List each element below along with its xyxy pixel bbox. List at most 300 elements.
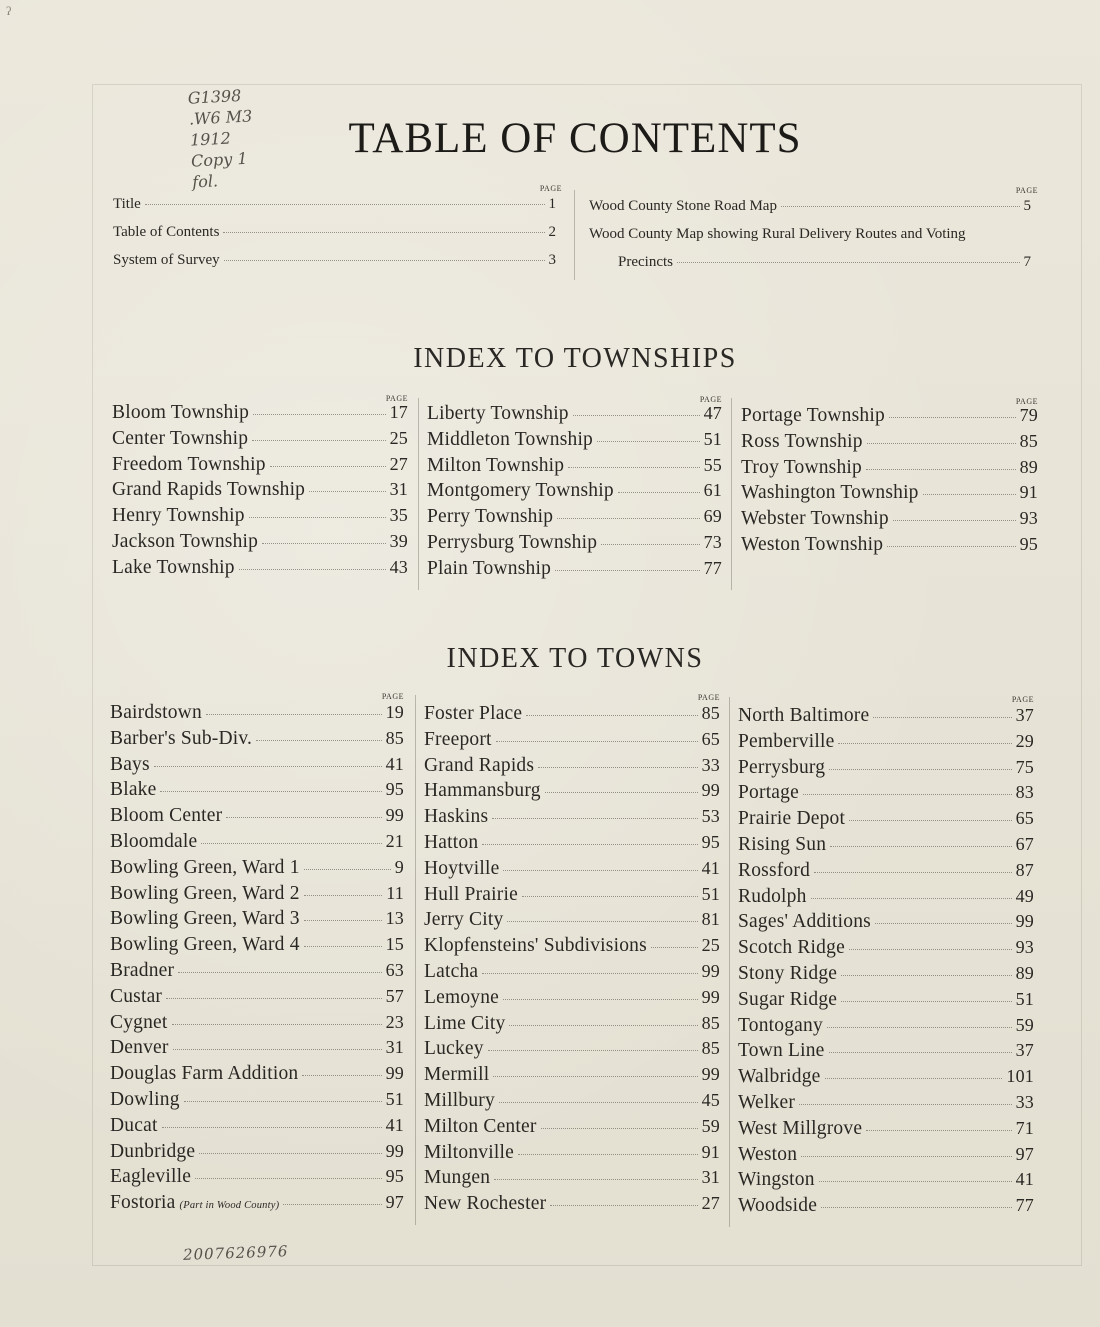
page-number: 45 <box>701 1090 720 1110</box>
column-divider <box>415 695 416 1225</box>
entry-name: Plain Township <box>427 557 552 579</box>
page-number: 43 <box>389 556 408 577</box>
index-entry <box>424 1116 720 1138</box>
call-number-line: .W6 M3 <box>188 106 253 129</box>
index-entry <box>110 1012 404 1034</box>
dot-leader <box>841 975 1011 976</box>
dot-leader <box>518 1154 698 1155</box>
dot-leader <box>270 466 386 467</box>
entry-name: Portage <box>738 782 799 804</box>
page-column-header: PAGE <box>697 693 720 702</box>
entry-name: Mungen <box>424 1167 491 1189</box>
dot-leader <box>866 1130 1011 1131</box>
index-entry <box>110 1115 404 1137</box>
page-number: 99 <box>385 1063 404 1084</box>
page-number: 71 <box>1015 1117 1034 1138</box>
entry-name: Wood County Stone Road Map <box>589 198 777 214</box>
page-number: 95 <box>385 1166 404 1187</box>
index-entry <box>110 1089 404 1111</box>
entry-name: Millbury <box>424 1090 495 1111</box>
entry-name: Bowling Green, Ward 3 <box>110 908 300 930</box>
page-number: 99 <box>701 986 720 1007</box>
index-entry <box>738 757 1034 779</box>
page-number: 49 <box>1015 885 1034 906</box>
page-number: 65 <box>701 728 720 749</box>
index-entry <box>741 405 1038 427</box>
entry-name: Perry Township <box>427 506 554 528</box>
page-number: 31 <box>701 1167 720 1188</box>
dot-leader <box>256 740 381 741</box>
index-entry <box>110 908 404 930</box>
entry-name: Washington Township <box>741 482 919 504</box>
entry-note: (Part in Wood County) <box>179 1200 280 1212</box>
dot-leader <box>178 972 381 973</box>
page-number: 99 <box>701 1064 720 1085</box>
dot-leader <box>803 794 1012 795</box>
dot-leader <box>173 1049 382 1050</box>
page-number: 7 <box>1023 254 1031 270</box>
dot-leader <box>801 1156 1011 1157</box>
corner-mark: ʔ <box>6 4 12 18</box>
entry-name: Precincts <box>618 254 673 270</box>
index-entry <box>741 457 1038 479</box>
page-column-header: PAGE <box>1015 186 1038 195</box>
index-entry <box>110 934 404 956</box>
page-number: 91 <box>701 1141 720 1162</box>
entry-name: Jerry City <box>424 909 504 931</box>
dot-leader <box>223 232 544 233</box>
column-divider <box>574 190 575 280</box>
index-entry <box>110 754 404 776</box>
dot-leader <box>302 1075 381 1076</box>
index-entry <box>738 911 1034 933</box>
index-entry <box>738 1169 1034 1191</box>
dot-leader <box>893 520 1016 521</box>
page-number: 31 <box>389 479 408 500</box>
dot-leader <box>496 741 698 742</box>
dot-leader <box>597 441 700 442</box>
dot-leader <box>550 1205 697 1206</box>
dot-leader <box>838 743 1011 744</box>
entry-name: Bloomdale <box>110 831 198 852</box>
dot-leader <box>873 717 1011 718</box>
index-entry <box>110 883 404 905</box>
page-number: 25 <box>701 935 720 956</box>
page-number: 59 <box>701 1115 720 1136</box>
page-number: 99 <box>385 805 404 826</box>
dot-leader <box>509 1025 697 1026</box>
dot-leader <box>172 1024 382 1025</box>
entry-name: Bays <box>110 753 150 775</box>
entry-name: Bowling Green, Ward 1 <box>110 856 300 878</box>
index-entry <box>112 505 408 527</box>
entry-name: New Rochester <box>424 1193 547 1215</box>
dot-leader <box>166 998 381 999</box>
entry-name: Hatton <box>424 832 479 853</box>
entry-name: Welker <box>738 1092 796 1113</box>
page-number: 85 <box>701 703 720 723</box>
dot-leader <box>830 846 1011 847</box>
page-number: 25 <box>389 427 408 448</box>
call-number-line: Copy 1 <box>190 148 248 171</box>
page-column-header: PAGE <box>699 395 722 404</box>
page-number: 73 <box>703 532 722 552</box>
entry-name: Bloom Township <box>112 402 250 423</box>
dot-leader <box>526 715 697 716</box>
page-number: 101 <box>1006 1066 1034 1087</box>
dot-leader <box>799 1104 1012 1105</box>
index-entry <box>424 832 720 854</box>
page-number: 13 <box>385 908 404 929</box>
entry-name: Ross Township <box>741 430 863 452</box>
dot-leader <box>867 443 1016 444</box>
dot-leader <box>875 923 1012 924</box>
dot-leader <box>309 491 385 492</box>
handwritten-accession-number: 2007626976 <box>182 1242 289 1264</box>
index-entry <box>738 860 1034 882</box>
dot-leader <box>195 1178 382 1179</box>
index-entry <box>427 429 722 451</box>
dot-leader <box>849 949 1012 950</box>
entry-name: Rudolph <box>738 885 807 907</box>
index-entry <box>110 857 404 879</box>
page-number: 85 <box>1019 430 1038 451</box>
dot-leader <box>160 791 381 792</box>
entry-name: Middleton Township <box>427 428 594 450</box>
call-number-line: fol. <box>191 171 219 192</box>
entry-name: Milton Center <box>424 1115 537 1137</box>
entry-name: Blake <box>110 779 157 801</box>
page-number: 53 <box>701 806 720 827</box>
dot-leader <box>503 999 698 1000</box>
page-number: 3 <box>548 252 556 268</box>
entry-name: Pemberville <box>738 730 835 752</box>
dot-leader <box>829 1052 1012 1053</box>
entry-name: Perrysburg Township <box>427 532 598 553</box>
entry-name: Sages' Additions <box>738 911 871 933</box>
page-column-header: PAGE <box>1015 397 1038 406</box>
index-entry <box>113 224 556 241</box>
page-number: 91 <box>1019 482 1038 503</box>
dot-leader <box>827 1027 1012 1028</box>
index-entry <box>427 403 722 425</box>
dot-leader <box>482 844 697 845</box>
index-entry <box>110 702 404 724</box>
entry-name: Woodside <box>738 1195 818 1217</box>
entry-name: Haskins <box>424 806 489 828</box>
page-number: 63 <box>385 960 404 980</box>
entry-name: Miltonville <box>424 1141 514 1163</box>
index-entry <box>424 858 720 880</box>
page-number: 17 <box>389 402 408 422</box>
index-entry <box>424 1064 720 1086</box>
index-entry <box>738 1144 1034 1166</box>
entry-name: Table of Contents <box>113 224 220 240</box>
dot-leader <box>154 766 382 767</box>
entry-name: Walbridge <box>738 1066 821 1088</box>
dot-leader <box>814 872 1012 873</box>
index-entry <box>738 1195 1034 1217</box>
index-entry <box>427 532 722 554</box>
index-entry <box>110 1192 404 1214</box>
entry-name: Latcha <box>424 961 479 982</box>
index-entry <box>110 1166 404 1188</box>
dot-leader <box>224 260 545 261</box>
page-number: 15 <box>385 934 404 955</box>
dot-leader <box>568 467 699 468</box>
dot-leader <box>811 898 1012 899</box>
column-divider <box>729 697 730 1227</box>
page-title: TABLE OF CONTENTS <box>348 115 802 162</box>
entry-name: Foster Place <box>424 703 523 724</box>
page-number: 57 <box>385 985 404 1006</box>
page-number: 59 <box>1015 1014 1034 1035</box>
page-number: 85 <box>385 727 404 748</box>
dot-leader <box>493 1076 697 1077</box>
page-number: 83 <box>1015 782 1034 803</box>
index-entry <box>738 834 1034 856</box>
page-number: 1 <box>548 196 556 212</box>
page-number: 97 <box>1015 1143 1034 1164</box>
dot-leader <box>253 414 386 415</box>
index-entry <box>112 479 408 501</box>
dot-leader <box>482 973 697 974</box>
page-number: 77 <box>703 557 722 578</box>
entry-name: Wood County Map showing Rural Delivery Routes and Voting <box>589 226 966 242</box>
entry-name: Hammansburg <box>424 780 541 802</box>
entry-name: Grand Rapids Township <box>112 479 306 501</box>
index-entry <box>424 1038 720 1060</box>
index-entry <box>110 986 404 1008</box>
page-number: 93 <box>1015 937 1034 958</box>
index-entry <box>424 909 720 931</box>
index-entry <box>738 705 1034 727</box>
page-number: 95 <box>701 832 720 852</box>
index-entry <box>589 198 1031 215</box>
entry-name: Klopfensteins' Subdivisions <box>424 935 647 957</box>
dot-leader <box>825 1078 1003 1079</box>
index-entry <box>427 506 722 528</box>
entry-name: Eagleville <box>110 1166 192 1188</box>
dot-leader <box>781 206 1020 207</box>
index-entry <box>424 1013 720 1035</box>
entry-name: Portage Township <box>741 405 885 426</box>
entry-name: Bloom Center <box>110 805 223 827</box>
page-number: 51 <box>703 428 722 449</box>
call-number-line: G1398 <box>187 85 242 108</box>
page-number: 33 <box>701 754 720 775</box>
entry-name: Freeport <box>424 728 492 750</box>
dot-leader <box>162 1127 382 1128</box>
dot-leader <box>488 1050 698 1051</box>
page-column-header: PAGE <box>381 692 404 701</box>
dot-leader <box>252 440 385 441</box>
index-entry <box>738 989 1034 1011</box>
page-number: 75 <box>1015 756 1034 777</box>
page-number: 41 <box>385 1114 404 1135</box>
entry-name: Bradner <box>110 960 175 981</box>
index-entry <box>110 960 404 982</box>
page-number: 99 <box>385 1140 404 1161</box>
dot-leader <box>618 492 700 493</box>
page-number: 27 <box>701 1193 720 1214</box>
index-entry <box>424 1142 720 1164</box>
index-entry <box>738 808 1034 830</box>
page-number: 97 <box>385 1192 404 1213</box>
entry-name: West Millgrove <box>738 1117 863 1139</box>
entry-name: North Baltimore <box>738 705 870 726</box>
entry-name: Rising Sun <box>738 834 827 855</box>
index-entry <box>110 1063 404 1085</box>
index-entry <box>741 482 1038 504</box>
index-entry <box>112 557 408 579</box>
dot-leader <box>239 569 386 570</box>
index-entry <box>738 731 1034 753</box>
dot-leader <box>199 1153 381 1154</box>
entry-name: Grand Rapids <box>424 754 535 776</box>
page-number: 41 <box>385 753 404 774</box>
index-entry <box>113 252 556 269</box>
dot-leader <box>304 920 382 921</box>
page-number: 5 <box>1023 198 1031 214</box>
page-number: 99 <box>701 961 720 981</box>
page-number: 55 <box>703 454 722 475</box>
page-number: 2 <box>548 224 556 240</box>
entry-name: Dunbridge <box>110 1140 196 1162</box>
page-number: 95 <box>385 779 404 800</box>
page-number: 89 <box>1015 963 1034 983</box>
index-entry <box>741 508 1038 530</box>
index-entry <box>112 428 408 450</box>
page-number: 51 <box>385 1089 404 1109</box>
townships-heading: INDEX TO TOWNSHIPS <box>413 343 737 374</box>
entry-name: Bairdstown <box>110 702 202 723</box>
entry-name: Stony Ridge <box>738 963 838 984</box>
index-entry <box>424 1167 720 1189</box>
dot-leader <box>541 1128 698 1129</box>
entry-name: Barber's Sub-Div. <box>110 727 253 749</box>
index-entry <box>589 226 1031 243</box>
dot-leader <box>283 1204 381 1205</box>
page-number: 79 <box>1019 405 1038 425</box>
index-entry <box>427 455 722 477</box>
dot-leader <box>304 869 391 870</box>
dot-leader <box>849 820 1011 821</box>
page-number: 69 <box>703 506 722 527</box>
entry-name: Title <box>113 196 141 212</box>
index-entry <box>738 1118 1034 1140</box>
entry-name: Prairie Depot <box>738 808 846 830</box>
index-entry <box>589 254 1031 271</box>
dot-leader <box>499 1102 698 1103</box>
entry-name: Ducat <box>110 1114 158 1136</box>
entry-name: Montgomery Township <box>427 480 614 502</box>
index-entry <box>424 755 720 777</box>
index-entry <box>110 805 404 827</box>
page-number: 51 <box>1015 988 1034 1009</box>
entry-name: Webster Township <box>741 508 889 530</box>
entry-name: Bowling Green, Ward 2 <box>110 882 300 904</box>
entry-name: System of Survey <box>113 252 220 268</box>
index-entry <box>110 1037 404 1059</box>
entry-name: Hull Prairie <box>424 883 518 905</box>
entry-name: Center Township <box>112 427 249 449</box>
index-entry <box>738 963 1034 985</box>
index-entry <box>110 831 404 853</box>
dot-leader <box>889 417 1016 418</box>
index-entry <box>424 806 720 828</box>
index-entry <box>110 779 404 801</box>
dot-leader <box>821 1207 1011 1208</box>
entry-name: Lake Township <box>112 556 235 578</box>
dot-leader <box>677 262 1020 263</box>
index-entry <box>424 884 720 906</box>
column-divider <box>731 398 732 590</box>
entry-name: Liberty Township <box>427 403 569 424</box>
index-entry <box>424 1193 720 1215</box>
index-entry <box>112 531 408 553</box>
page-number: 99 <box>701 780 720 801</box>
index-entry <box>110 1141 404 1163</box>
page-column-header: PAGE <box>1011 695 1034 704</box>
page-number: 51 <box>701 883 720 904</box>
entry-name: Sugar Ridge <box>738 988 838 1010</box>
index-entry <box>738 782 1034 804</box>
entry-name: Weston Township <box>741 534 884 555</box>
page-number: 35 <box>389 505 408 526</box>
dot-leader <box>492 818 697 819</box>
entry-name: Perrysburg <box>738 756 826 778</box>
entry-name: Henry Township <box>112 505 245 527</box>
dot-leader <box>555 570 700 571</box>
page-number: 87 <box>1015 859 1034 880</box>
dot-leader <box>201 843 381 844</box>
page-number: 41 <box>701 857 720 878</box>
dot-leader <box>819 1181 1012 1182</box>
entry-name: Troy Township <box>741 456 862 478</box>
index-entry <box>424 987 720 1009</box>
page-number: 29 <box>1015 730 1034 751</box>
column-divider <box>418 398 419 590</box>
entry-name: Hoytville <box>424 857 500 879</box>
dot-leader <box>262 543 385 544</box>
page-number: 77 <box>1015 1195 1034 1216</box>
page-number: 33 <box>1015 1092 1034 1112</box>
dot-leader <box>503 870 697 871</box>
dot-leader <box>494 1179 697 1180</box>
index-entry <box>738 1015 1034 1037</box>
page-number: 9 <box>394 856 404 877</box>
index-entry <box>427 558 722 580</box>
page-number: 47 <box>703 403 722 423</box>
index-entry <box>112 402 408 424</box>
index-entry <box>112 454 408 476</box>
page-number: 61 <box>703 480 722 501</box>
entry-name: Bowling Green, Ward 4 <box>110 934 300 956</box>
page-number: 39 <box>389 531 408 551</box>
entry-name: Dowling <box>110 1089 180 1110</box>
index-entry <box>424 961 720 983</box>
dot-leader <box>538 767 697 768</box>
page-number: 11 <box>386 882 404 903</box>
dot-leader <box>226 817 381 818</box>
page-number: 37 <box>1015 705 1034 725</box>
dot-leader <box>184 1101 382 1102</box>
dot-leader <box>249 517 386 518</box>
index-entry <box>741 534 1038 556</box>
page-number: 27 <box>389 453 408 474</box>
page-number: 89 <box>1019 456 1038 477</box>
